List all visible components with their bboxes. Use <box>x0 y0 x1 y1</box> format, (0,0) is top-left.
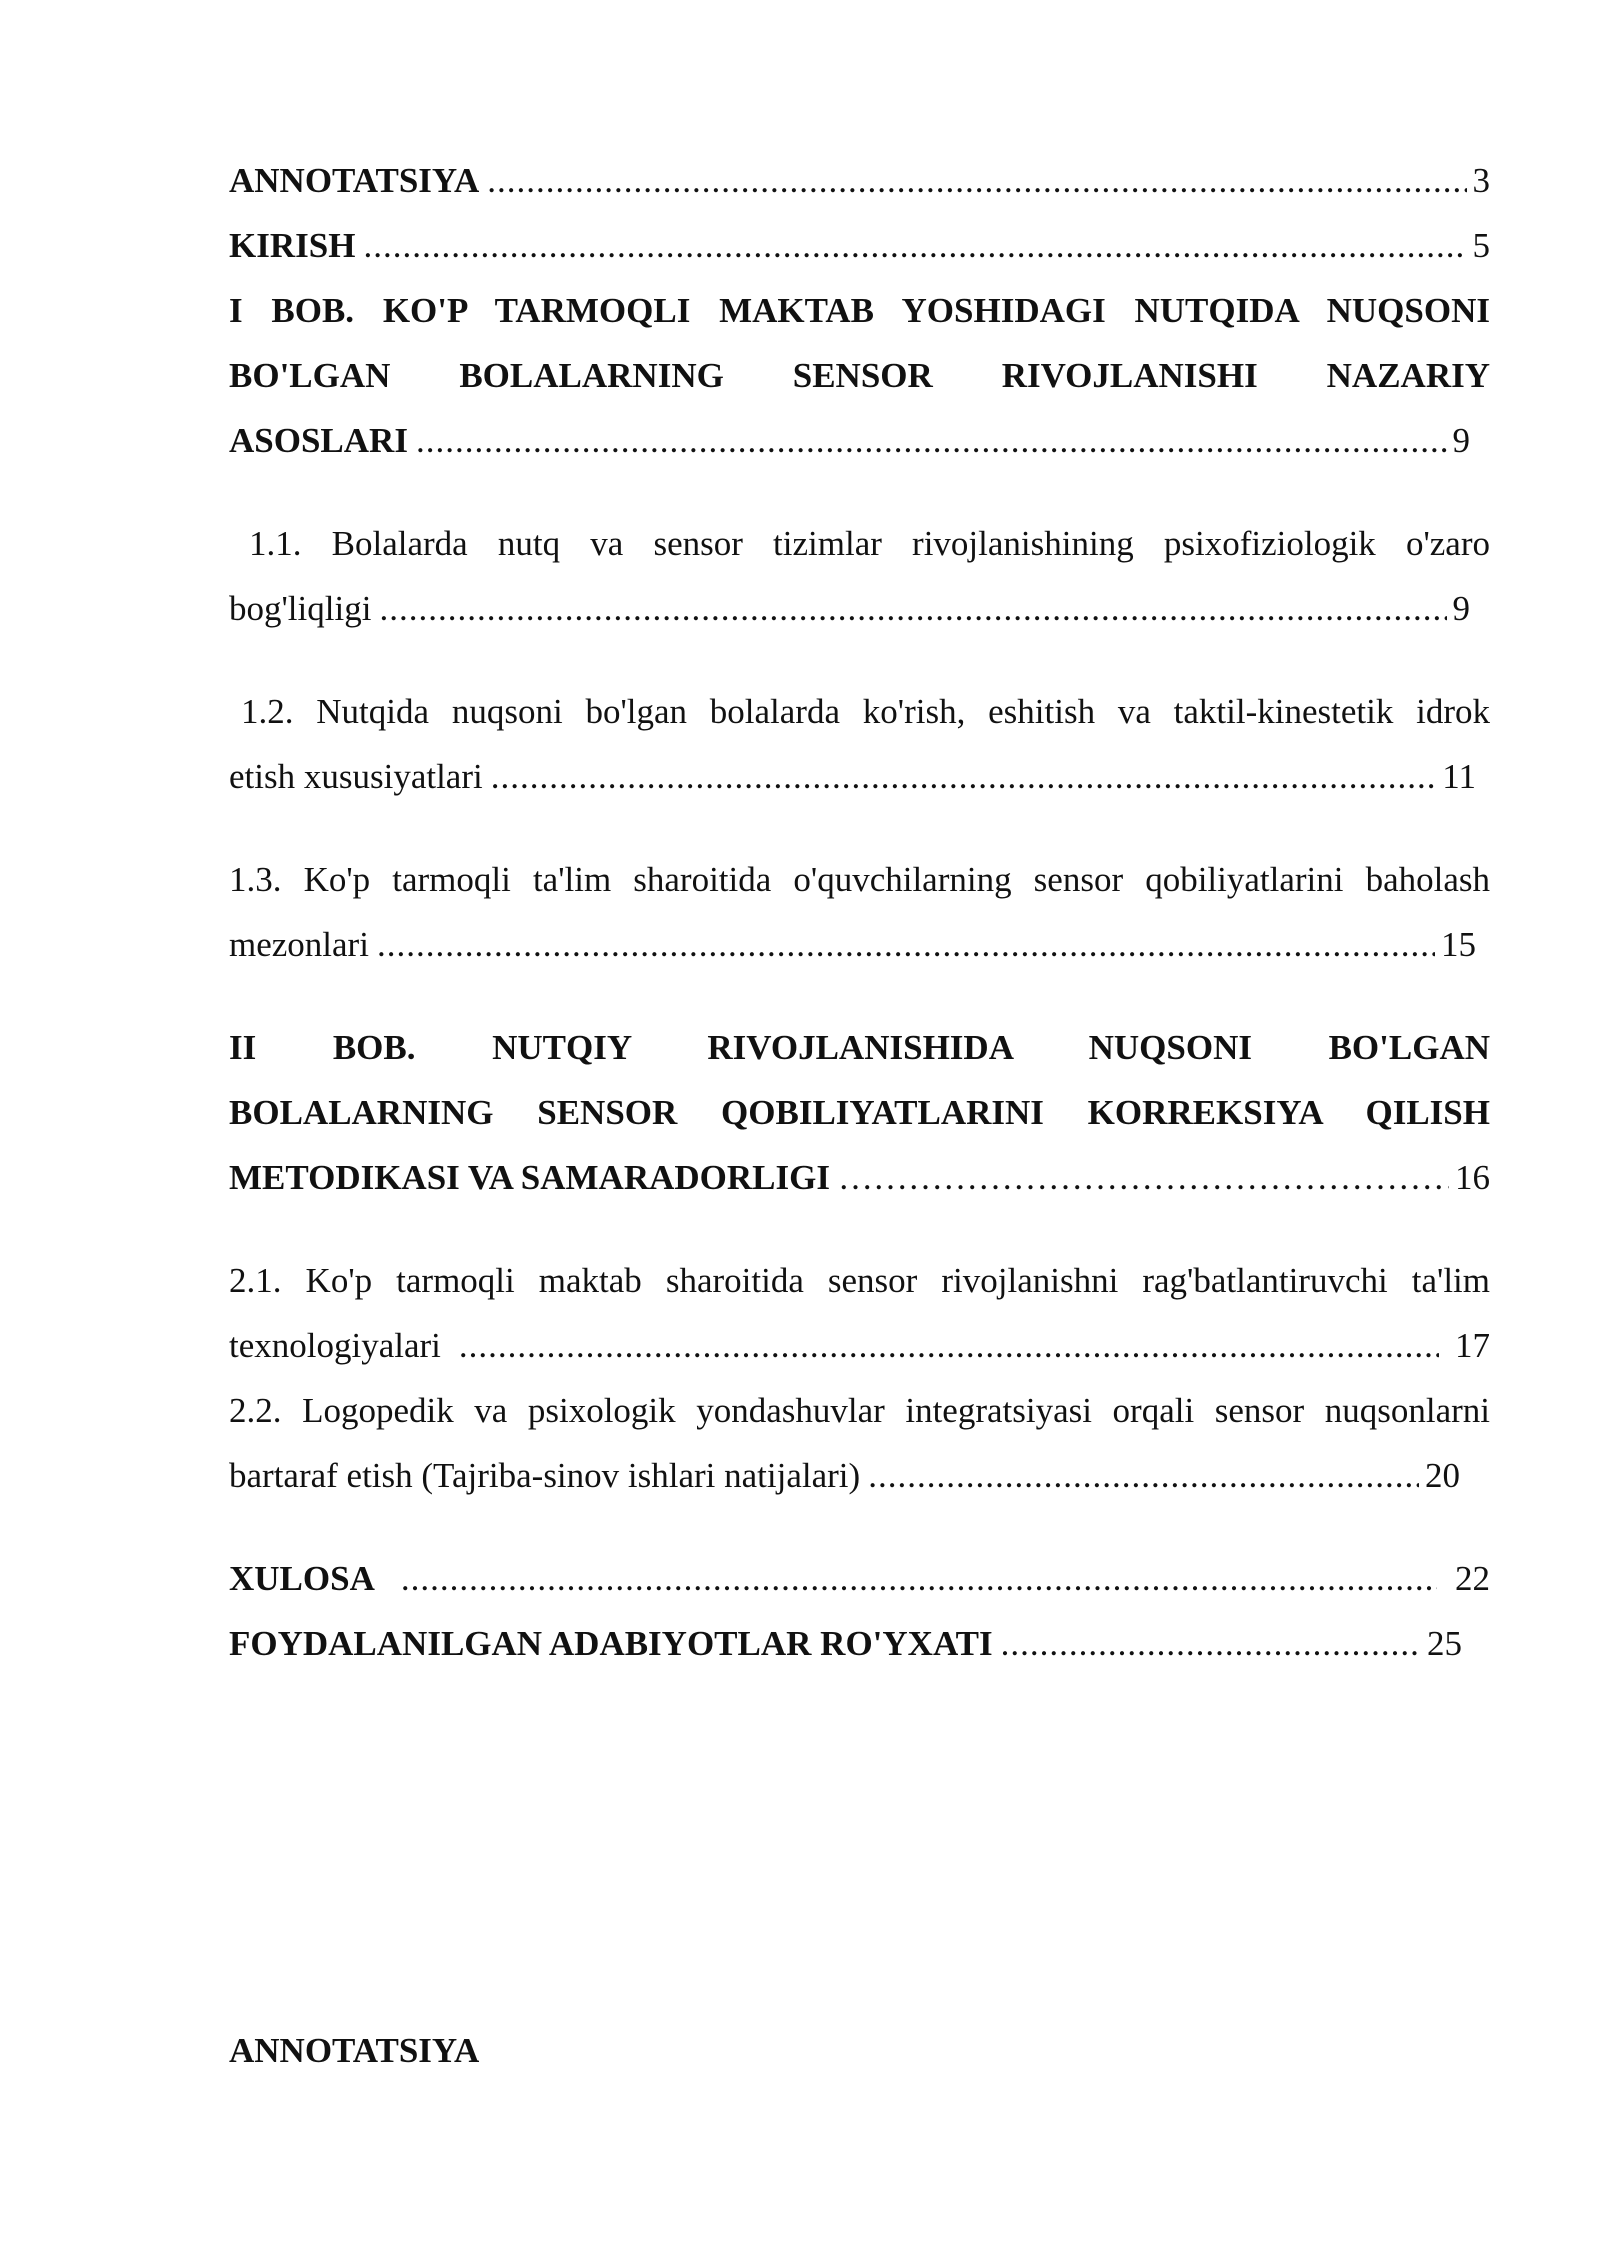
toc-leader-dots <box>838 1145 1449 1210</box>
toc-entry-section-1-3[interactable] <box>229 847 1490 977</box>
toc-title-line: mezonlari <box>229 925 369 964</box>
toc-title-line: 2.2. Logopedik va psixologik yondashuvlar integratsiyasi orqali sensor nuqsonlarni <box>229 1391 1490 1430</box>
toc-title-line: I BOB. KO'P TARMOQLI MAKTAB YOSHIDAGI NUTQIDA NUQSONI <box>229 291 1490 330</box>
toc-title: FOYDALANILGAN ADABIYOTLAR RO'YXATI <box>229 1624 993 1663</box>
toc-entry-section-1-2[interactable] <box>229 679 1490 809</box>
toc-title-line: 1.1. Bolalarda nutq va sensor tizimlar rivojlanishining psixofiziologik o'zaro <box>249 524 1490 563</box>
toc-page-number: 11 <box>1442 757 1476 796</box>
toc-title-line: II BOB. NUTQIY RIVOJLANISHIDA NUQSONI BO'LGAN <box>229 1028 1490 1067</box>
toc-leader-dots <box>1001 1611 1421 1676</box>
toc-leader-dots <box>491 744 1437 809</box>
toc-title-line: BOLALARNING SENSOR QOBILIYATLARINI KORREKSIYA QILISH <box>229 1093 1490 1132</box>
toc-page-number: 17 <box>1455 1326 1490 1365</box>
toc-page-number: 9 <box>1452 421 1470 460</box>
toc-title-line: bartaraf etish (Tajriba-sinov ishlari natijalari) <box>229 1456 861 1495</box>
toc-title-line: 2.1. Ko'p tarmoqli maktab sharoitida sensor rivojlanishni rag'batlantiruvchi ta'lim <box>229 1261 1490 1300</box>
table-of-contents <box>229 148 1490 1676</box>
toc-title-line: 1.2. Nutqida nuqsoni bo'lgan bolalarda ko'rish, eshitish va taktil-kinestetik idrok <box>241 692 1490 731</box>
toc-page-number: 9 <box>1452 589 1470 628</box>
toc-entry-adabiyotlar[interactable] <box>229 1611 1490 1676</box>
toc-entry-section-2-1[interactable] <box>229 1248 1490 1378</box>
toc-entry-kirish[interactable] <box>229 213 1490 278</box>
toc-entry-section-2-2[interactable] <box>229 1378 1490 1508</box>
toc-title-line: BO'LGAN BOLALARNING SENSOR RIVOJLANISHI NAZARIY <box>229 356 1490 395</box>
toc-page-number: 20 <box>1425 1456 1460 1495</box>
toc-leader-dots <box>416 408 1447 473</box>
toc-page-number: 5 <box>1472 226 1490 265</box>
toc-leader-dots <box>487 148 1466 213</box>
toc-page-number: 16 <box>1455 1158 1490 1197</box>
toc-title-line: METODIKASI VA SAMARADORLIGI <box>229 1158 830 1197</box>
toc-page-number: 15 <box>1441 925 1476 964</box>
toc-leader-dots <box>379 576 1446 641</box>
toc-leader-dots <box>868 1443 1419 1508</box>
toc-leader-dots <box>459 1313 1439 1378</box>
toc-entry-chapter-1[interactable] <box>229 278 1490 473</box>
toc-page-number: 25 <box>1427 1624 1462 1663</box>
toc-entry-section-1-1[interactable] <box>229 511 1490 641</box>
toc-entry-xulosa[interactable] <box>229 1546 1490 1611</box>
toc-title-line: etish xususiyatlari <box>229 757 483 796</box>
toc-entry-chapter-2[interactable] <box>229 1015 1490 1210</box>
toc-title-line: ASOSLARI <box>229 421 408 460</box>
toc-leader-dots <box>377 912 1435 977</box>
toc-title-line: bog'liqligi <box>229 589 372 628</box>
toc-entry-annotatsiya[interactable] <box>229 148 1490 213</box>
toc-title: KIRISH <box>229 226 356 265</box>
section-heading-annotatsiya: ANNOTATSIYA <box>229 2031 480 2070</box>
toc-title-line: texnologiyalari <box>229 1326 441 1365</box>
toc-leader-dots <box>363 213 1466 278</box>
toc-title-line: 1.3. Ko'p tarmoqli ta'lim sharoitida o'quvchilarning sensor qobiliyatlarini baholash <box>229 860 1490 899</box>
toc-leader-dots <box>401 1546 1437 1611</box>
toc-page-number: 22 <box>1455 1559 1490 1598</box>
toc-title: XULOSA <box>229 1559 375 1598</box>
toc-page-number: 3 <box>1472 161 1490 200</box>
toc-title: ANNOTATSIYA <box>229 161 480 200</box>
